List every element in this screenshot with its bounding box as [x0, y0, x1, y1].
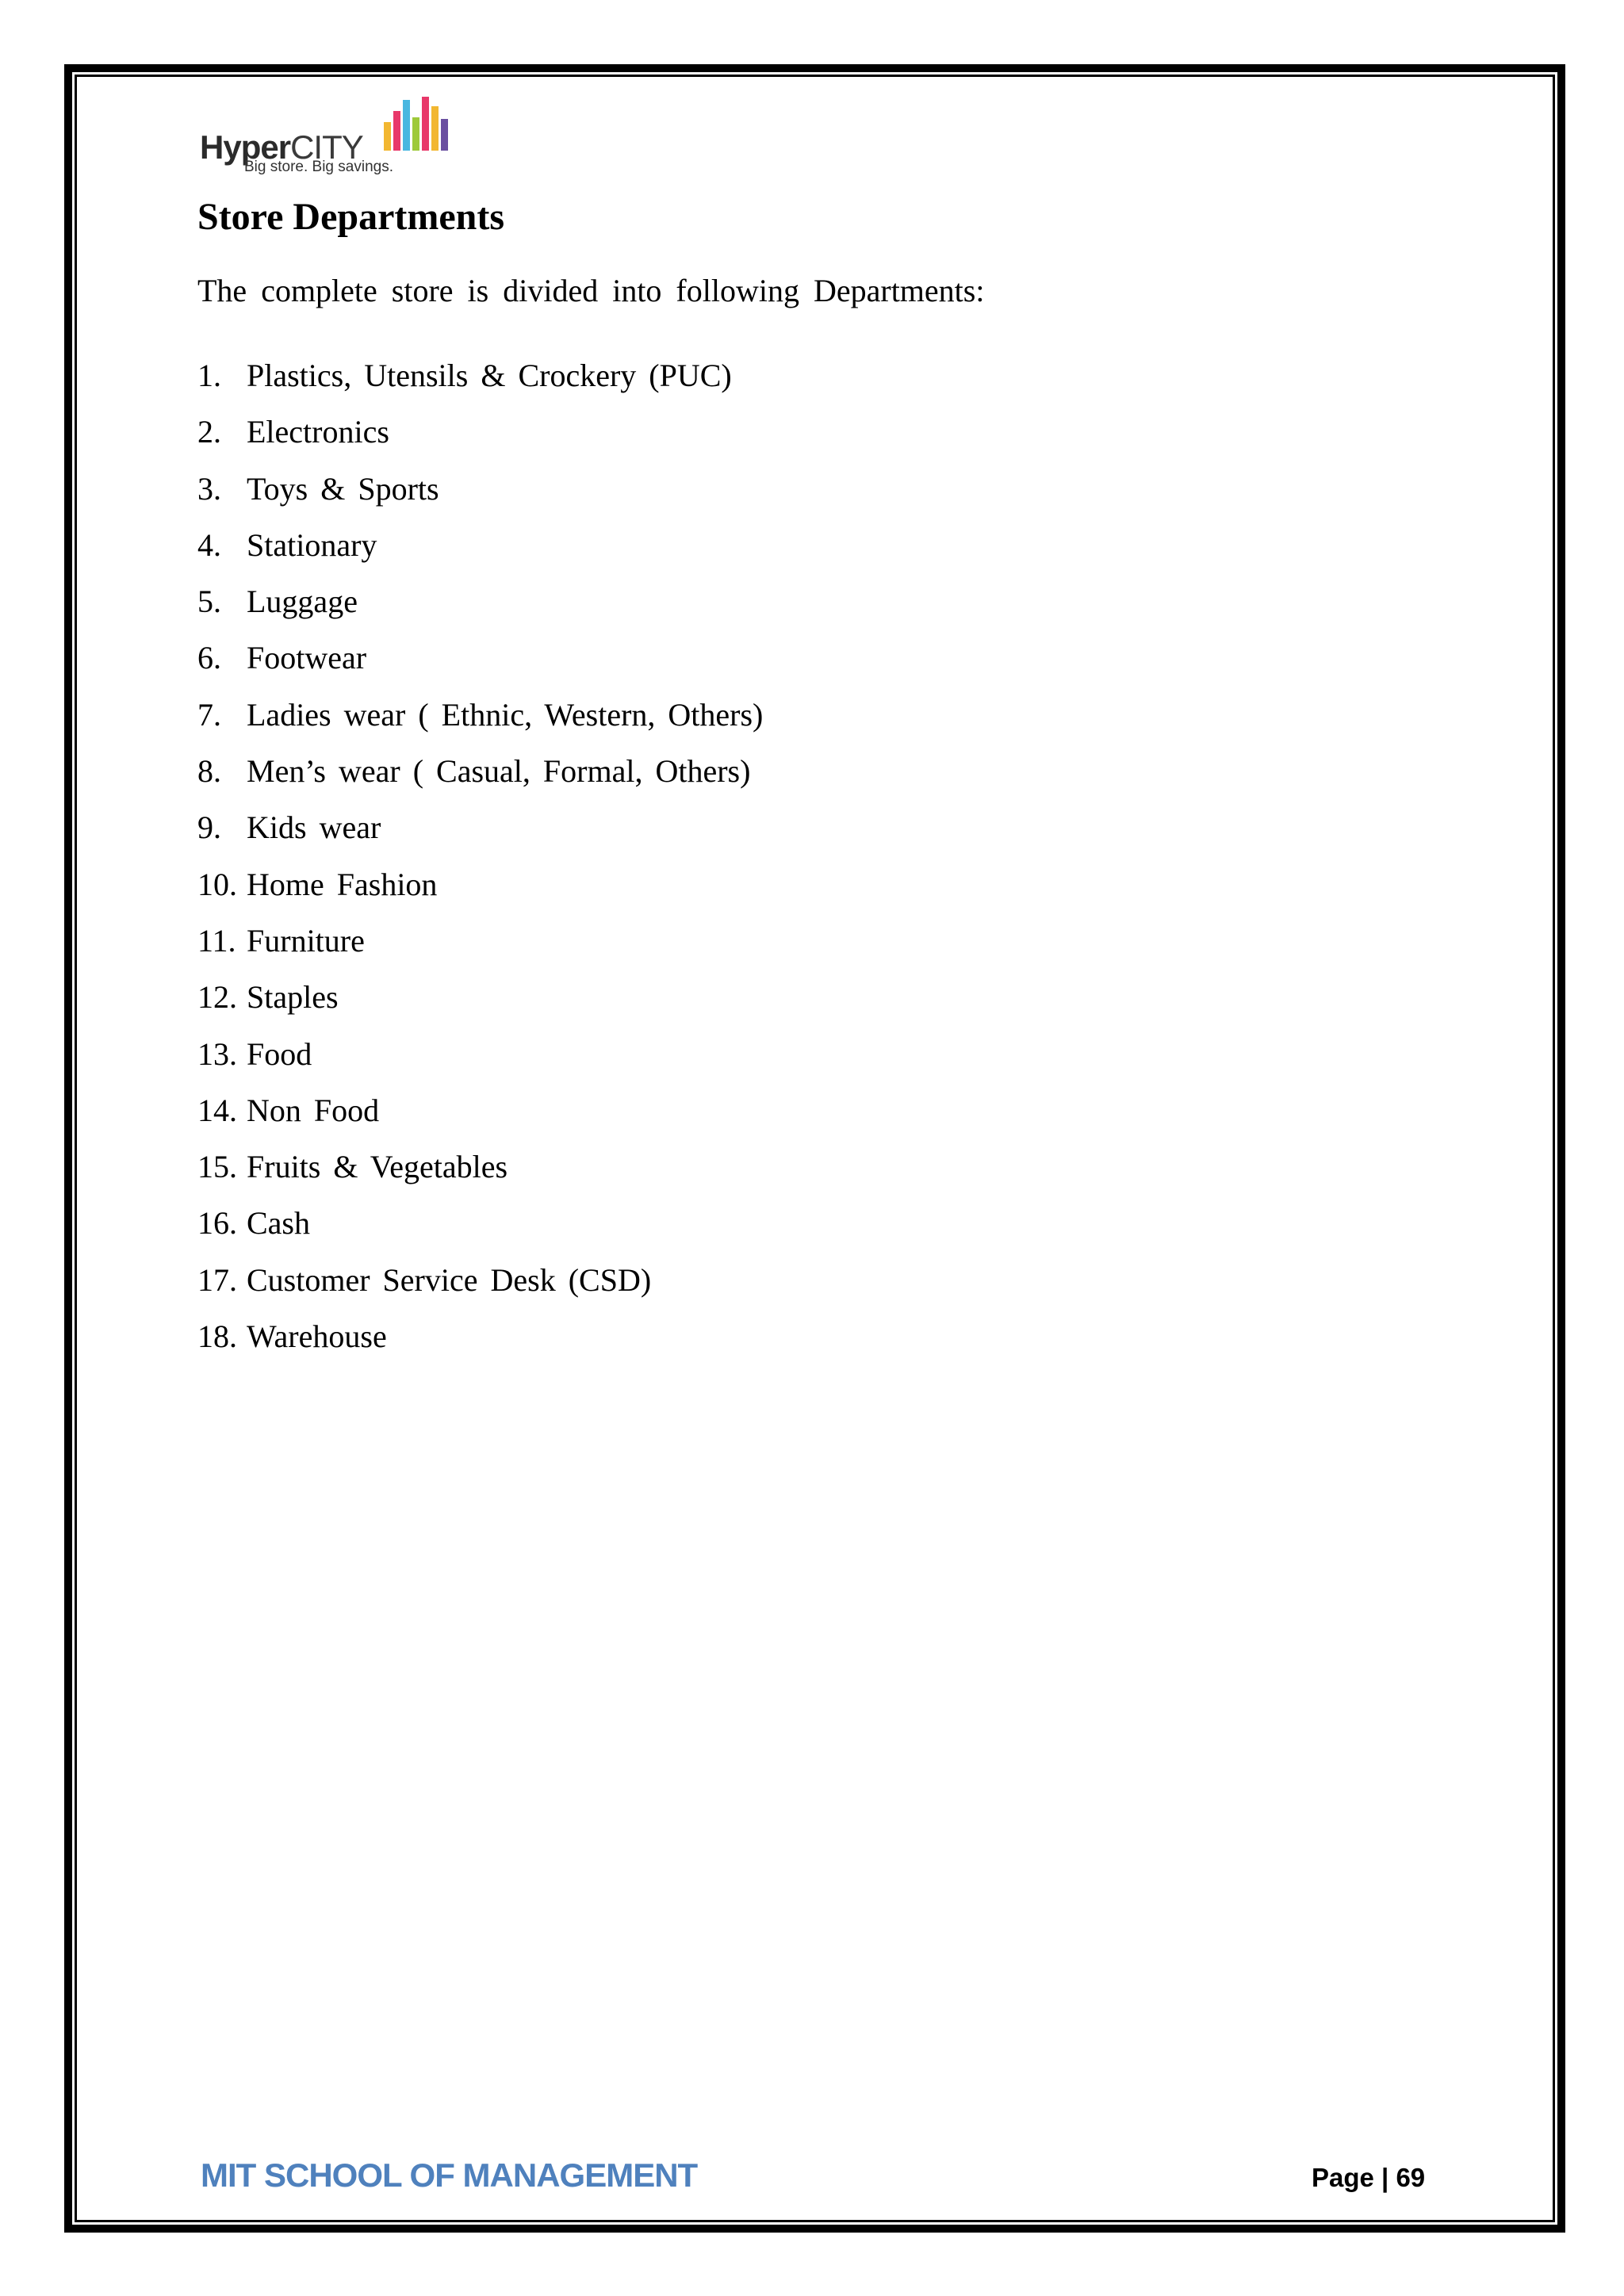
- list-item-number: 13.: [197, 1035, 237, 1072]
- footer-page-number: Page | 69: [1312, 2163, 1426, 2192]
- list-item-number: 9.: [197, 809, 221, 846]
- list-item-label: Warehouse: [247, 1318, 387, 1355]
- list-item-number: 6.: [197, 640, 221, 676]
- list-item: [197, 1032, 763, 1089]
- list-item: [197, 1314, 763, 1371]
- list-item-number: 2.: [197, 414, 221, 450]
- list-item: [197, 1089, 763, 1145]
- list-item: [197, 863, 763, 919]
- list-item-number: 4.: [197, 526, 221, 563]
- list-item: [197, 749, 763, 806]
- list-item: [197, 636, 763, 692]
- list-item-number: 15.: [197, 1149, 237, 1185]
- list-item: [197, 693, 763, 749]
- intro-paragraph: The complete store is divided into following Departments:: [197, 273, 985, 308]
- list-item-label: Home Fashion: [247, 866, 438, 902]
- list-item-label: Stationary: [247, 526, 377, 563]
- list-item-label: Men’s wear ( Casual, Formal, Others): [247, 753, 751, 790]
- list-item: [197, 975, 763, 1031]
- logo-bar: [431, 106, 439, 151]
- list-item-number: 7.: [197, 696, 221, 733]
- list-item-label: Electronics: [247, 414, 389, 450]
- logo-tagline: Big store. Big savings.: [244, 159, 393, 175]
- logo-bar: [441, 119, 448, 151]
- page-title: Store Departments: [197, 196, 505, 238]
- list-item: [197, 523, 763, 580]
- list-item: [197, 1201, 763, 1257]
- list-item-number: 1.: [197, 358, 221, 393]
- department-list: [197, 354, 763, 1371]
- logo-wordmark: HyperCITY: [200, 128, 363, 166]
- list-item-label: Fruits & Vegetables: [247, 1149, 508, 1185]
- logo-bar: [384, 122, 391, 151]
- logo-bars-icon: [384, 95, 463, 152]
- footer-school-name: MIT SCHOOL OF MANAGEMENT: [201, 2156, 698, 2194]
- list-item-number: 11.: [197, 922, 236, 959]
- list-item-label: Non Food: [247, 1092, 380, 1128]
- list-item-label: Plastics, Utensils & Crockery (PUC): [247, 358, 732, 393]
- list-item-label: Furniture: [247, 922, 365, 959]
- list-item-label: Food: [247, 1035, 312, 1072]
- list-item-number: 18.: [197, 1318, 237, 1355]
- list-item-number: 17.: [197, 1261, 237, 1298]
- list-item: [197, 806, 763, 862]
- list-item-number: 16.: [197, 1205, 237, 1242]
- list-item-label: Footwear: [247, 640, 367, 676]
- logo-bar: [403, 100, 410, 151]
- list-item: [197, 580, 763, 636]
- list-item-label: Toys & Sports: [247, 470, 439, 507]
- list-item: [197, 1145, 763, 1201]
- list-item-number: 8.: [197, 753, 221, 790]
- list-item: [197, 467, 763, 523]
- list-item-label: Cash: [247, 1205, 310, 1242]
- list-item: [197, 1258, 763, 1314]
- list-item-number: 12.: [197, 979, 237, 1016]
- list-item-label: Staples: [247, 979, 339, 1016]
- logo-bar: [393, 111, 400, 151]
- list-item-label: Ladies wear ( Ethnic, Western, Others): [247, 696, 764, 733]
- list-item-label: Luggage: [247, 584, 358, 620]
- hypercity-logo: [200, 95, 454, 182]
- logo-bar: [422, 97, 429, 151]
- list-item-number: 10.: [197, 866, 237, 902]
- list-item: [197, 410, 763, 466]
- list-item-label: Customer Service Desk (CSD): [247, 1261, 652, 1298]
- list-item-number: 5.: [197, 584, 221, 620]
- list-item-number: 3.: [197, 470, 221, 507]
- list-item-number: 14.: [197, 1092, 237, 1128]
- logo-bar: [412, 117, 419, 151]
- list-item-label: Kids wear: [247, 809, 381, 846]
- list-item: [197, 919, 763, 975]
- list-item: [197, 354, 763, 410]
